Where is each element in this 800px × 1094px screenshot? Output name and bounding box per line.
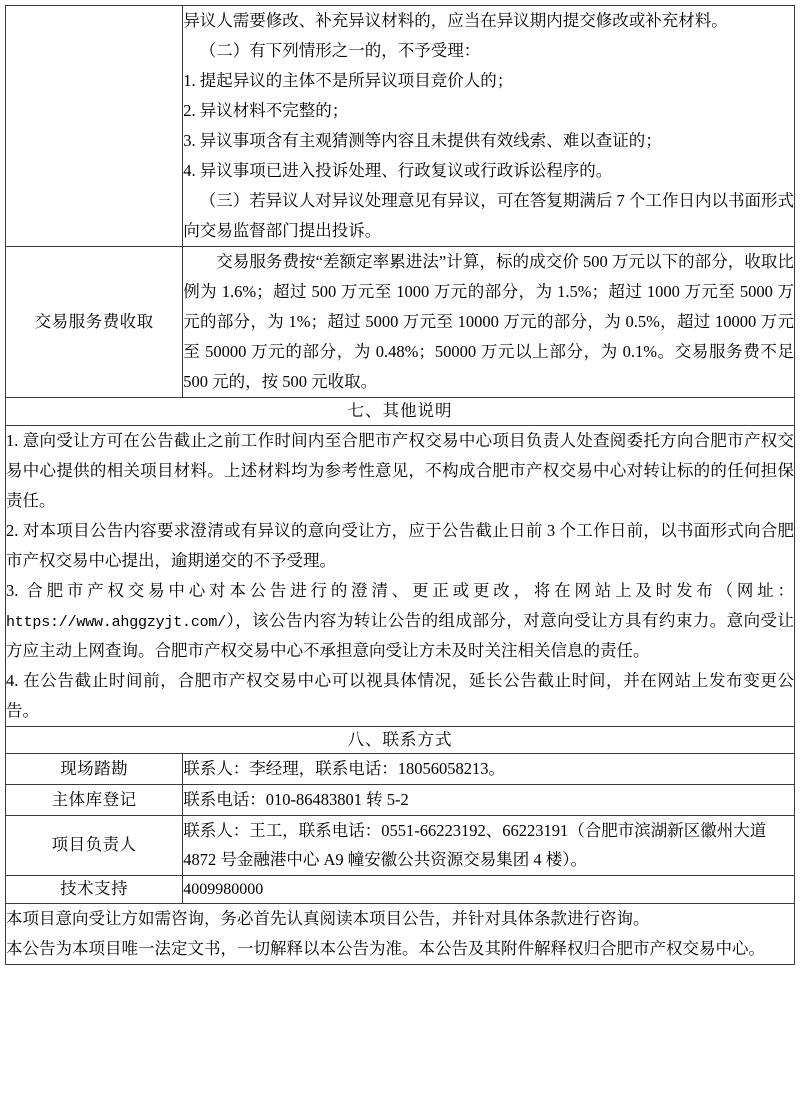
project-manager-label: 项目负责人: [6, 815, 183, 875]
announcement-table: [5, 5, 795, 965]
objection-paragraph-0: 异议人需要修改、补充异议材料的，应当在异议期内提交修改或补充材料。: [183, 11, 728, 30]
registry-label: 主体库登记: [6, 785, 183, 816]
table-row-section-seven-body: [6, 425, 795, 726]
section-seven-body-cell: [6, 425, 795, 726]
table-row-objection: [6, 6, 795, 247]
objection-paragraph-2: 1. 提起异议的主体不是所异议项目竞价人的；: [183, 71, 514, 91]
table-row-site-visit: [6, 754, 795, 785]
footer-cell: [6, 904, 795, 965]
objection-paragraph-3: 2. 异议材料不完整的；: [183, 101, 349, 121]
service-fee-label: 交易服务费收取: [34, 311, 154, 331]
footer-line-1: 本项目意向受让方如需咨询，务必首先认真阅读本项目公告，并针对具体条款进行咨询。: [6, 909, 650, 929]
table-row-tech-support: [6, 876, 795, 904]
item3-suffix: ），该公告内容为转让公告的组成部分，对意向受让方具有约束力。意向受让方应主动上网查询。合肥市产权交易中心不承担意向受让方未及时关注相关信息的责任。: [6, 610, 794, 660]
announcement-website-url: https://www.ahggzyjt.com/: [6, 613, 227, 631]
item3-prefix: 3. 合肥市产权交易中心对本公告进行的澄清、更正或更改，将在网站上及时发布（网址：: [6, 580, 794, 600]
table-row-registry: [6, 785, 795, 816]
table-row-section-seven-heading: [6, 398, 795, 425]
section-seven-item-2: 2. 对本项目公告内容要求澄清或有异议的意向受让方，应于公告截止日前 3 个工作日前，以书面形式向合肥市产权交易中心提出，逾期递交的不予受理。: [6, 520, 794, 570]
service-fee-label-cell: [6, 247, 183, 398]
service-fee-body-cell: [183, 247, 795, 398]
registry-value: 联系电话：010-86483801 转 5-2: [183, 785, 795, 816]
footer-line-2: 本公告为本项目唯一法定文书，一切解释以本公告为准。本公告及其附件解释权归合肥市产权交易中心。: [6, 939, 765, 959]
section-eight-heading: 八、联系方式: [6, 727, 795, 754]
tech-support-value: 4009980000: [183, 876, 795, 904]
site-visit-label: 现场踏勘: [6, 754, 183, 785]
objection-paragraph-6: （三）若异议人对异议处理意见有异议，可在答复期满后 7 个工作日内以书面形式向交易监督部门提出投诉。: [183, 191, 794, 241]
section-seven-item-4: 4. 在公告截止时间前，合肥市产权交易中心可以视具体情况，延长公告截止时间，并在网站上发布变更公告。: [6, 671, 794, 721]
table-row-footer: [6, 904, 795, 965]
objection-label-cell: [6, 6, 183, 247]
objection-paragraph-4: 3. 异议事项含有主观猜测等内容且未提供有效线索、难以查证的；: [183, 131, 662, 151]
objection-body-cell: [183, 6, 795, 247]
table-row-section-eight-heading: [6, 727, 795, 754]
objection-paragraph-1: （二）有下列情形之一的，不予受理：: [199, 41, 481, 61]
project-manager-value: 联系人：王工，联系电话：0551-66223192、66223191（合肥市滨湖新区徽州大道 4872 号金融港中心 A9 幢安徽公共资源交易集团 4 楼）。: [183, 815, 795, 875]
service-fee-text: 交易服务费按“差额定率累进法”计算，标的成交价 500 万元以下的部分，收取比例为 1.6%；超过 500 万元至 1000 万元的部分，为 1.5%；超过 1000 万元至 5000 万元的部分，为 1%；超过 5000 万元至 10000 万元的部分，为 0.5%，超过 10000 万元至 50000 万元的部分，为 0.48%；50000 万元以上部分，为 0.1%。交易服务费不足 500 元的，按 500 元收取。: [183, 252, 794, 392]
table-row-project-manager: [6, 815, 795, 875]
section-seven-item-1: 1. 意向受让方可在公告截止之前工作时间内至合肥市产权交易中心项目负责人处查阅委托方向合肥市产权交易中心提供的相关项目材料。上述材料均为参考性意见，不构成合肥市产权交易中心对转让标的的任何担保责任。: [6, 430, 794, 510]
section-seven-item-3: [6, 576, 794, 666]
tech-support-label: 技术支持: [6, 876, 183, 904]
objection-paragraph-5: 4. 异议事项已进入投诉处理、行政复议或行政诉讼程序的。: [183, 161, 613, 181]
site-visit-value: 联系人：李经理，联系电话：18056058213。: [183, 754, 795, 785]
table-row-service-fee: [6, 247, 795, 398]
section-seven-heading: 七、其他说明: [6, 398, 795, 425]
